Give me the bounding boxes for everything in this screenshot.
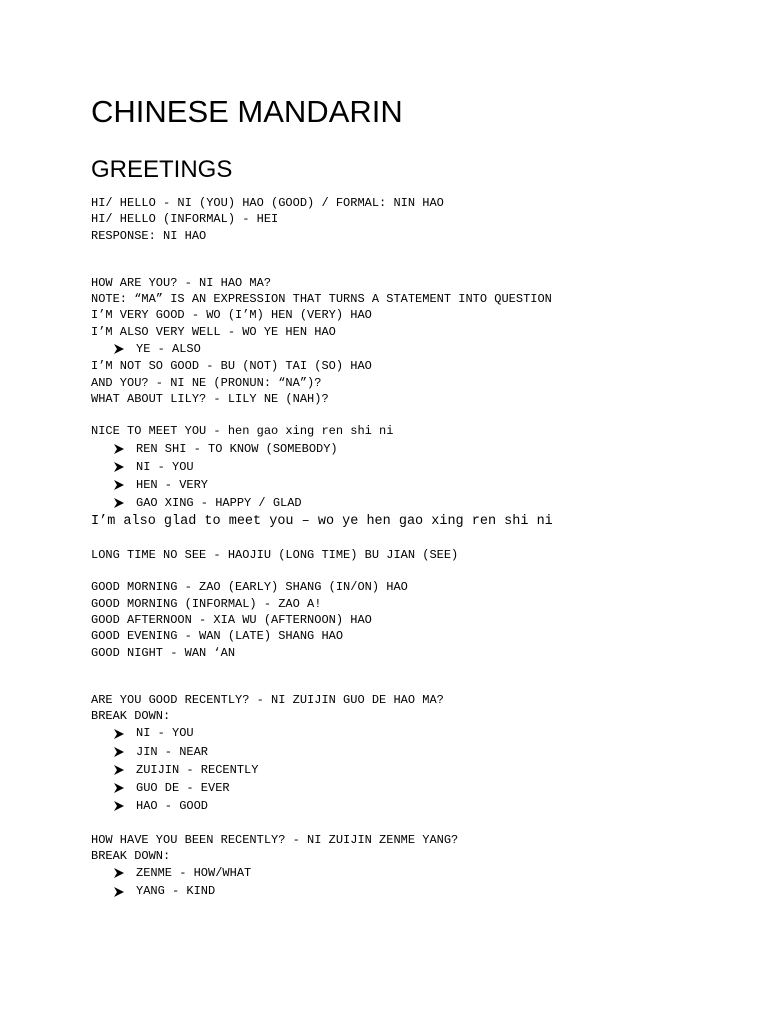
section-heading: GREETINGS	[91, 156, 233, 183]
list-item-text: GUO DE - EVER	[136, 781, 230, 796]
list-item-text: HEN - VERY	[136, 478, 209, 493]
list-item-text: NI - YOU	[136, 459, 194, 474]
text-line: NOTE: “MA” IS AN EXPRESSION THAT TURNS A STATEMENT INTO QUESTION	[91, 292, 552, 307]
list-item	[91, 864, 751, 882]
arrow-bullet-icon	[113, 443, 136, 455]
list-item-text: REN SHI - TO KNOW (SOMEBODY)	[136, 441, 338, 456]
text-line: HI/ HELLO (INFORMAL) - HEI	[91, 212, 279, 227]
text-line: I’M VERY GOOD - WO (I’M) HEN (VERY) HAO	[91, 308, 372, 323]
list-item	[91, 340, 751, 358]
arrow-bullet-icon	[113, 764, 136, 776]
text-line: GOOD MORNING - ZAO (EARLY) SHANG (IN/ON) HAO	[91, 580, 408, 595]
list-item-text: NI - YOU	[136, 726, 194, 741]
arrow-bullet-icon	[113, 782, 136, 794]
arrow-bullet-icon	[113, 746, 136, 758]
text-line: HOW ARE YOU? - NI HAO MA?	[91, 275, 272, 290]
text-line: I’M NOT SO GOOD - BU (NOT) TAI (SO) HAO	[91, 359, 372, 374]
text-line: HI/ HELLO - NI (YOU) HAO (GOOD) / FORMAL: NIN HAO	[91, 196, 444, 210]
list-item	[91, 494, 751, 512]
list-item-text: YANG - KIND	[136, 884, 216, 899]
arrow-bullet-icon	[113, 800, 136, 812]
list-item	[91, 779, 751, 797]
text-line: I’M ALSO VERY WELL - WO YE HEN HAO	[91, 324, 336, 339]
text-line: LONG TIME NO SEE - HAOJIU (LONG TIME) BU JIAN (SEE)	[91, 547, 459, 562]
text-line: GOOD AFTERNOON - XIA WU (AFTERNOON) HAO	[91, 612, 372, 627]
list-item	[91, 724, 751, 742]
list-item	[91, 743, 751, 761]
arrow-bullet-icon	[113, 886, 136, 898]
list-item-text: ZENME - HOW/WHAT	[136, 866, 252, 881]
list-item	[91, 882, 751, 900]
text-line: GOOD MORNING (INFORMAL) - ZAO A!	[91, 596, 322, 611]
arrow-bullet-icon	[113, 497, 136, 509]
document-body	[91, 195, 751, 901]
list-item	[91, 761, 751, 779]
text-line: BREAK DOWN:	[91, 849, 171, 863]
list-item	[91, 440, 751, 458]
arrow-bullet-icon	[113, 461, 136, 473]
text-line: NICE TO MEET YOU - hen gao xing ren shi ni	[91, 424, 394, 439]
text-line: AND YOU? - NI NE (PRONUN: “NA”)?	[91, 375, 322, 390]
text-line: I’m also glad to meet you – wo ye hen gao xing ren shi ni	[91, 513, 553, 529]
arrow-bullet-icon	[113, 728, 136, 740]
list-item	[91, 476, 751, 494]
text-line: RESPONSE: NI HAO	[91, 228, 207, 243]
arrow-bullet-icon	[113, 479, 136, 491]
arrow-bullet-icon	[113, 343, 136, 355]
list-item-text: YE - ALSO	[136, 342, 201, 357]
page-title: CHINESE MANDARIN	[91, 94, 403, 129]
list-item-text: ZUIJIN - RECENTLY	[136, 762, 259, 777]
text-line: GOOD EVENING - WAN (LATE) SHANG HAO	[91, 629, 344, 644]
list-item-text: HAO - GOOD	[136, 799, 209, 814]
text-line: GOOD NIGHT - WAN ‘AN	[91, 645, 236, 660]
arrow-bullet-icon	[113, 867, 136, 879]
text-line: WHAT ABOUT LILY? - LILY NE (NAH)?	[91, 391, 329, 406]
text-line: ARE YOU GOOD RECENTLY? - NI ZUIJIN GUO DE HAO MA?	[91, 692, 444, 707]
list-item-text: JIN - NEAR	[136, 744, 209, 759]
list-item-text: GAO XING - HAPPY / GLAD	[136, 496, 302, 511]
text-line: BREAK DOWN:	[91, 709, 171, 724]
text-line: HOW HAVE YOU BEEN RECENTLY? - NI ZUIJIN ZENME YANG?	[91, 832, 459, 847]
list-item	[91, 458, 751, 476]
list-item	[91, 797, 751, 815]
